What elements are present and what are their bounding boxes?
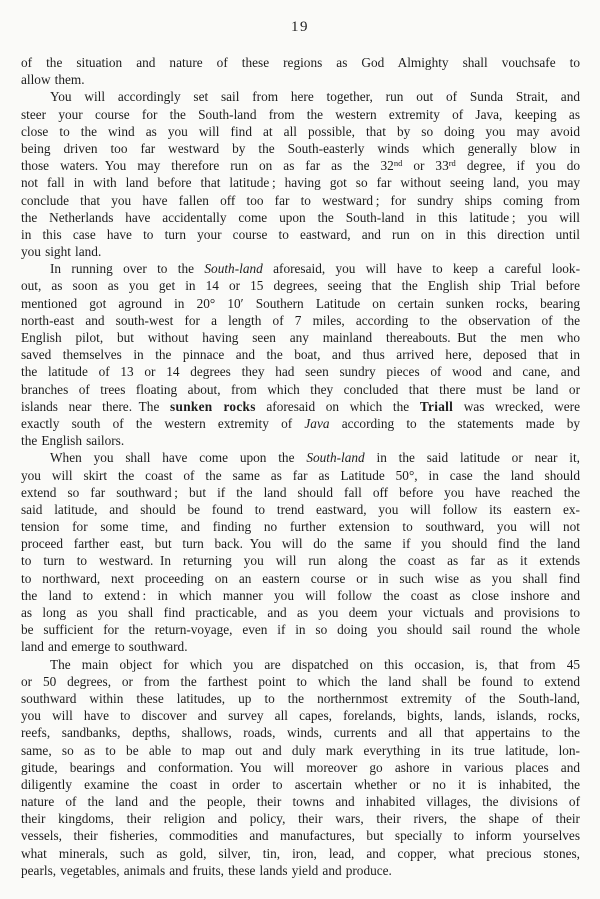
text-line: in this case have to turn your course to eastward, and run on in this direction until bbox=[21, 226, 580, 242]
text-line: branches of trees floating about, from which they concluded that there must be land or bbox=[21, 381, 580, 397]
text-line: not fall in with land before that latitude ; having got so far without seeing land, you may bbox=[21, 175, 580, 191]
italic-text: South-land bbox=[306, 450, 365, 466]
text-line: When you shall have come upon the South-land in the said latitude or near it, bbox=[50, 450, 580, 466]
text-line: mentioned got aground in 20° 10′ Southern Latitude on certain sunken rocks, bearing bbox=[21, 295, 580, 311]
text-line: of the situation and nature of these regions as God Almighty shall vouchsafe to bbox=[21, 55, 580, 70]
text-line: land and emerge to southward. bbox=[21, 639, 188, 655]
text-line: You will accordingly set sail from here together, run out of Sunda Strait, and bbox=[50, 89, 580, 105]
text-line: islands near there. The sunken rocks aforesaid on which the Triall was wrecked, were bbox=[21, 398, 580, 414]
text-line: be sufficient for the return-voyage, even if in so doing you should sail round the whole bbox=[21, 622, 580, 638]
text-line: same, so as to be able to map out and duly mark everything in its true latitude, lon- bbox=[21, 742, 580, 758]
text-line: those waters. You may therefore run on as far as the 32nd or 33rd degree, if you do bbox=[21, 158, 580, 174]
italic-text: South-land bbox=[204, 261, 263, 277]
text-line: the English sailors. bbox=[21, 433, 125, 449]
text-line: close to the wind as you will find at all possible, that by so doing you may avoid bbox=[21, 123, 580, 139]
page-number: 19 bbox=[291, 19, 309, 35]
text-line: gitude, bearings and conformation. You will moreover go ashore in various places and bbox=[21, 759, 580, 775]
text-line: said latitude, and should be found to trend eastward, you will follow its eastern ex- bbox=[21, 501, 580, 517]
text-line: In running over to the South-land aforesaid, you will have to keep a careful look- bbox=[50, 261, 580, 277]
text-line: The main object for which you are dispatched on this occasion, is, that from 45 bbox=[50, 656, 580, 672]
paragraph bbox=[21, 88, 580, 260]
text-line: the Netherlands have accidentally come upon the South-land in this latitude ; you will bbox=[21, 209, 580, 225]
paragraph bbox=[21, 54, 580, 88]
text-line: conclude that you have fallen off too far to westward ; for sundry ships coming from bbox=[21, 192, 580, 208]
text-line: diligently examine the coast in order to ascertain whether or no it is inhabited, the bbox=[21, 776, 580, 792]
page-body-text bbox=[21, 54, 580, 879]
bold-text: sunken rocks bbox=[170, 398, 256, 414]
text-line: tension for some time, and finding no further extension to southward, you will not bbox=[21, 519, 580, 535]
text-line: their kingdoms, their religion and policy, their wars, their rivers, the shape of their bbox=[21, 811, 580, 827]
text-line: English pilot, but without having seen any mainland thereabouts. But the men who bbox=[21, 330, 580, 345]
text-line: steer your course for the South-land from the western extremity of Java, keeping as bbox=[21, 106, 580, 122]
text-line: you will have to discover and survey all capes, forelands, bights, lands, islands, rocks, bbox=[21, 708, 580, 724]
text-line: or 50 degrees, or from the farthest point to which the land shall be found to extend bbox=[21, 673, 580, 689]
text-line: reefs, sandbanks, depths, shallows, roads, winds, currents and all that appertains to the bbox=[21, 725, 580, 741]
paragraph bbox=[21, 656, 580, 879]
text-line: southward within these latitudes, up to the northernmost extremity of the South-land, bbox=[21, 690, 580, 706]
superscript-text: nd bbox=[393, 158, 403, 169]
text-line: nature of the land and the people, their towns and inhabited villages, the divisions of bbox=[21, 794, 580, 810]
text-line: the land to extend : in which manner you will follow the coast as close inshore and bbox=[21, 587, 580, 603]
text-line: to northward, next proceeding on an eastern course or in such wise as you shall find bbox=[21, 570, 580, 586]
paragraph bbox=[21, 449, 580, 655]
text-line: the latitude of 13 or 14 degrees they had seen sundry pieces of wood and cane, and bbox=[21, 364, 580, 380]
text-line: extend so far southward ; but if the land should fall off before you have reached the bbox=[21, 484, 580, 500]
text-line: you will skirt the coast of the same as far as Latitude 50°, in case the land should bbox=[21, 467, 580, 483]
italic-text: Java bbox=[304, 415, 330, 431]
text-line: you sight land. bbox=[21, 244, 102, 260]
text-line: exactly south of the western extremity of Java according to the statements made by bbox=[21, 415, 580, 431]
text-line: allow them. bbox=[21, 72, 85, 88]
text-line: pearls, vegetables, animals and fruits, these lands yield and produce. bbox=[21, 862, 392, 878]
superscript-text: rd bbox=[448, 158, 456, 169]
bold-text: Triall bbox=[419, 398, 454, 414]
text-line: proceed farther east, but turn back. You will do the same if you should find the land bbox=[21, 536, 580, 552]
text-line: vessels, their fisheries, commodities and manufactures, but specially to inform yourselves bbox=[21, 828, 580, 844]
text-line: out, as soon as you get in 14 or 15 degrees, seeing that the English ship Trial before bbox=[21, 278, 580, 294]
text-line: being driven too far westward by the South-easterly winds which generally blow in bbox=[21, 140, 580, 156]
text-line: what minerals, such as gold, silver, tin, iron, lead, and copper, what precious stones, bbox=[21, 845, 580, 861]
text-line: saved themselves in the pinnace and the boat, and thus arrived here, deposed that in bbox=[21, 347, 580, 363]
text-line: as long as you shall find practicable, and as you deem your victuals and provisions to bbox=[21, 605, 580, 620]
paragraph bbox=[21, 260, 580, 449]
text-line: north-east and south-west for a length of 7 miles, according to the observation of the bbox=[21, 312, 580, 328]
text-line: to turn to westward. In returning you will run along the coast as far as it extends bbox=[21, 553, 580, 569]
